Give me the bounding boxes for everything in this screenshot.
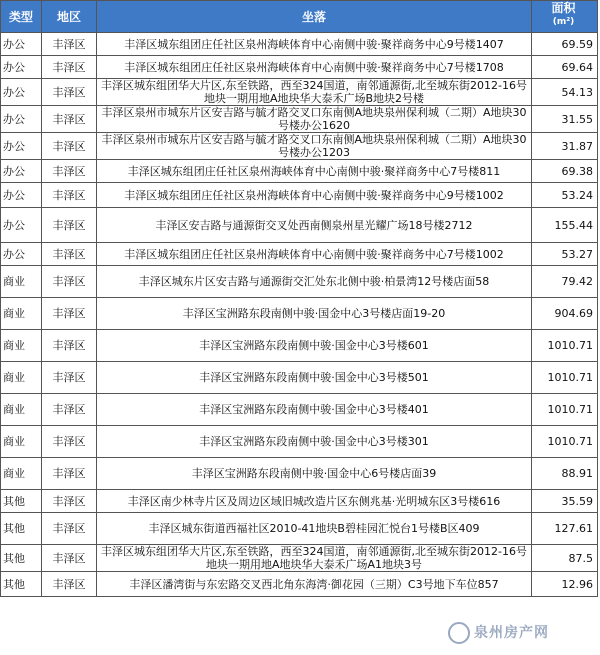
table-row bbox=[1, 394, 598, 426]
cell-district: 丰泽区 bbox=[42, 394, 97, 426]
watermark-text: 泉州房产网 bbox=[474, 625, 549, 641]
cell-district: 丰泽区 bbox=[42, 183, 97, 208]
header-area bbox=[532, 1, 598, 33]
header-location: 坐落 bbox=[97, 1, 532, 33]
table-header bbox=[1, 1, 598, 33]
cell-location bbox=[97, 266, 532, 298]
cell-district: 丰泽区 bbox=[42, 426, 97, 458]
cell-location bbox=[97, 572, 532, 597]
cell-area: 1010.71 bbox=[532, 394, 598, 426]
cell-area: 79.42 bbox=[532, 266, 598, 298]
header-type: 类型 bbox=[1, 1, 42, 33]
cell-type: 办公 bbox=[1, 133, 42, 160]
cell-location bbox=[97, 79, 532, 106]
location-text: 丰泽区城东组团华大片区,东至铁路，西至324国道，南邻通源街,北至城东街2012-16号地块一期用地A地块华大泰禾广场A1地块3号 bbox=[101, 545, 527, 571]
location-text: 丰泽区泉州市城东片区安吉路与毓才路交叉口东南侧A地块泉州保利城（二期）A地块30号楼办公1203 bbox=[101, 133, 527, 159]
location-text: 丰泽区城东片区安吉路与通源街交汇处东北侧中骏·柏景湾12号楼店面58 bbox=[138, 275, 490, 288]
cell-location bbox=[97, 490, 532, 513]
table-row bbox=[1, 106, 598, 133]
cell-area: 69.38 bbox=[532, 160, 598, 183]
table-row bbox=[1, 208, 598, 243]
watermark-circle-icon bbox=[448, 622, 470, 644]
cell-location bbox=[97, 426, 532, 458]
header-area-label: 面积 bbox=[551, 1, 576, 15]
cell-district: 丰泽区 bbox=[42, 490, 97, 513]
cell-area: 87.5 bbox=[532, 545, 598, 572]
table-row bbox=[1, 545, 598, 572]
cell-location bbox=[97, 243, 532, 266]
table-row bbox=[1, 458, 598, 490]
cell-type: 办公 bbox=[1, 243, 42, 266]
cell-type: 其他 bbox=[1, 513, 42, 545]
cell-location bbox=[97, 394, 532, 426]
cell-area: 69.64 bbox=[532, 56, 598, 79]
location-text: 丰泽区城东街道西福社区2010-41地块B碧桂园汇悦台1号楼B区409 bbox=[148, 522, 480, 535]
cell-area: 69.59 bbox=[532, 33, 598, 56]
location-text: 丰泽区宝洲路东段南侧中骏·国金中心3号楼店面19-20 bbox=[182, 307, 446, 320]
cell-type: 商业 bbox=[1, 266, 42, 298]
cell-location bbox=[97, 133, 532, 160]
location-text: 丰泽区宝洲路东段南侧中骏·国金中心3号楼301 bbox=[199, 435, 429, 448]
cell-area: 1010.71 bbox=[532, 362, 598, 394]
cell-district: 丰泽区 bbox=[42, 266, 97, 298]
location-text: 丰泽区潘湾街与东宏路交叉西北角东海湾·御花园（三期）C3号地下车位857 bbox=[129, 577, 499, 591]
location-text: 丰泽区城东组团庄任社区泉州海峡体育中心南侧中骏·聚祥商务中心9号楼1407 bbox=[124, 37, 504, 51]
cell-location bbox=[97, 183, 532, 208]
cell-area: 1010.71 bbox=[532, 330, 598, 362]
table-row bbox=[1, 572, 598, 597]
cell-district: 丰泽区 bbox=[42, 106, 97, 133]
cell-type: 办公 bbox=[1, 208, 42, 243]
cell-district: 丰泽区 bbox=[42, 160, 97, 183]
location-text: 丰泽区城东组团庄任社区泉州海峡体育中心南侧中骏·聚祥商务中心9号楼1002 bbox=[124, 188, 504, 202]
cell-district: 丰泽区 bbox=[42, 513, 97, 545]
cell-area: 127.61 bbox=[532, 513, 598, 545]
table-body bbox=[1, 33, 598, 597]
location-text: 丰泽区宝洲路东段南侧中骏·国金中心3号楼601 bbox=[199, 339, 429, 352]
cell-type: 商业 bbox=[1, 458, 42, 490]
header-district: 地区 bbox=[42, 1, 97, 33]
cell-type: 商业 bbox=[1, 394, 42, 426]
cell-location bbox=[97, 208, 532, 243]
cell-district: 丰泽区 bbox=[42, 572, 97, 597]
cell-type: 商业 bbox=[1, 330, 42, 362]
table-row bbox=[1, 330, 598, 362]
cell-area: 53.27 bbox=[532, 243, 598, 266]
table-row bbox=[1, 160, 598, 183]
table-row bbox=[1, 266, 598, 298]
table-row bbox=[1, 362, 598, 394]
table-row bbox=[1, 243, 598, 266]
cell-district: 丰泽区 bbox=[42, 56, 97, 79]
cell-area: 88.91 bbox=[532, 458, 598, 490]
cell-location bbox=[97, 298, 532, 330]
header-area-unit: (m²) bbox=[552, 17, 575, 27]
cell-type: 办公 bbox=[1, 33, 42, 56]
cell-area: 1010.71 bbox=[532, 426, 598, 458]
location-text: 丰泽区城东组团庄任社区泉州海峡体育中心南侧中骏·聚祥商务中心7号楼811 bbox=[127, 164, 501, 178]
cell-type: 办公 bbox=[1, 183, 42, 208]
cell-type: 其他 bbox=[1, 490, 42, 513]
table-row bbox=[1, 56, 598, 79]
table-row bbox=[1, 183, 598, 208]
cell-area: 904.69 bbox=[532, 298, 598, 330]
location-text: 丰泽区城东组团庄任社区泉州海峡体育中心南侧中骏·聚祥商务中心7号楼1002 bbox=[124, 247, 504, 261]
table-row bbox=[1, 490, 598, 513]
location-text: 丰泽区城东组团华大片区,东至铁路，西至324国道，南邻通源街,北至城东街2012-16号地块一期用地A地块华大泰禾广场B地块2号楼 bbox=[101, 79, 527, 105]
table-row bbox=[1, 133, 598, 160]
location-text: 丰泽区南少林寺片区及周边区域旧城改造片区东侧兆基·光明城东区3号楼616 bbox=[127, 494, 501, 508]
cell-type: 办公 bbox=[1, 79, 42, 106]
table-row bbox=[1, 298, 598, 330]
cell-district: 丰泽区 bbox=[42, 79, 97, 106]
cell-area: 54.13 bbox=[532, 79, 598, 106]
cell-location bbox=[97, 545, 532, 572]
cell-area: 53.24 bbox=[532, 183, 598, 208]
cell-area: 155.44 bbox=[532, 208, 598, 243]
location-text: 丰泽区安吉路与通源街交叉处西南侧泉州星光耀广场18号楼2712 bbox=[155, 218, 473, 232]
cell-location bbox=[97, 362, 532, 394]
table-row bbox=[1, 33, 598, 56]
table-row bbox=[1, 513, 598, 545]
location-text: 丰泽区宝洲路东段南侧中骏·国金中心3号楼501 bbox=[199, 371, 429, 384]
cell-area: 12.96 bbox=[532, 572, 598, 597]
cell-type: 办公 bbox=[1, 56, 42, 79]
cell-area: 31.87 bbox=[532, 133, 598, 160]
cell-district: 丰泽区 bbox=[42, 298, 97, 330]
cell-location bbox=[97, 330, 532, 362]
cell-area: 35.59 bbox=[532, 490, 598, 513]
cell-location bbox=[97, 513, 532, 545]
table-row bbox=[1, 426, 598, 458]
cell-district: 丰泽区 bbox=[42, 362, 97, 394]
cell-district: 丰泽区 bbox=[42, 133, 97, 160]
cell-district: 丰泽区 bbox=[42, 330, 97, 362]
cell-type: 其他 bbox=[1, 545, 42, 572]
cell-area: 31.55 bbox=[532, 106, 598, 133]
location-text: 丰泽区宝洲路东段南侧中骏·国金中心3号楼401 bbox=[199, 403, 429, 416]
cell-type: 办公 bbox=[1, 160, 42, 183]
cell-type: 办公 bbox=[1, 106, 42, 133]
location-text: 丰泽区宝洲路东段南侧中骏·国金中心6号楼店面39 bbox=[191, 467, 437, 480]
cell-type: 商业 bbox=[1, 298, 42, 330]
cell-type: 商业 bbox=[1, 362, 42, 394]
cell-district: 丰泽区 bbox=[42, 458, 97, 490]
header-row bbox=[1, 1, 598, 33]
location-text: 丰泽区泉州市城东片区安吉路与毓才路交叉口东南侧A地块泉州保利城（二期）A地块30号楼办公1620 bbox=[101, 106, 527, 132]
cell-location bbox=[97, 160, 532, 183]
watermark-logo bbox=[448, 622, 588, 650]
cell-location bbox=[97, 33, 532, 56]
cell-district: 丰泽区 bbox=[42, 208, 97, 243]
cell-district: 丰泽区 bbox=[42, 545, 97, 572]
table-row bbox=[1, 79, 598, 106]
cell-district: 丰泽区 bbox=[42, 243, 97, 266]
cell-district: 丰泽区 bbox=[42, 33, 97, 56]
cell-type: 商业 bbox=[1, 426, 42, 458]
cell-location bbox=[97, 458, 532, 490]
cell-location bbox=[97, 106, 532, 133]
cell-location bbox=[97, 56, 532, 79]
cell-type: 其他 bbox=[1, 572, 42, 597]
location-text: 丰泽区城东组团庄任社区泉州海峡体育中心南侧中骏·聚祥商务中心7号楼1708 bbox=[124, 60, 504, 74]
